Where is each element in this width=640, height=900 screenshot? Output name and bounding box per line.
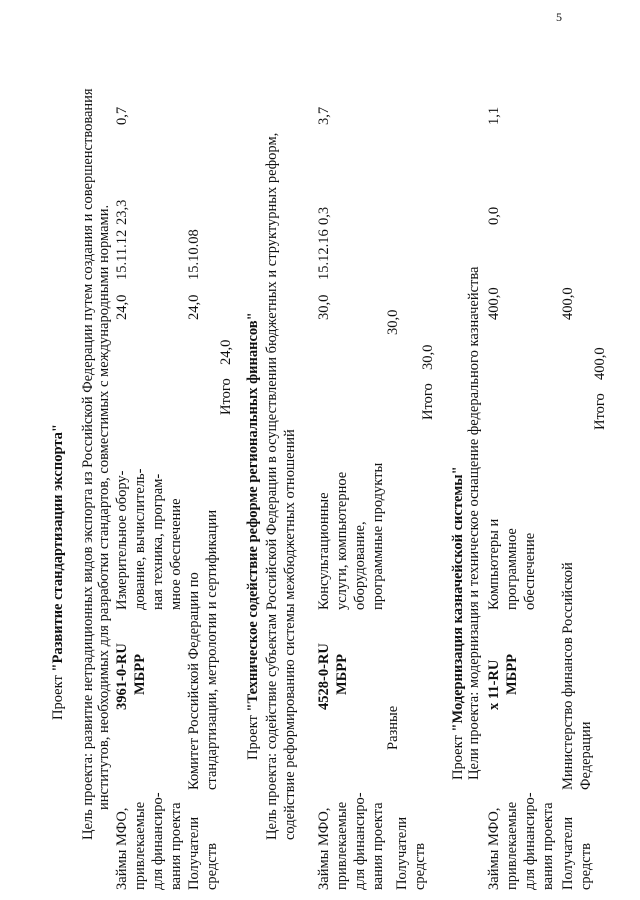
project-2-recipients-label-2: средств xyxy=(412,843,428,890)
project-3-recipients-label-1: Получатели xyxy=(560,816,576,890)
project-3-loan-label-4: вания проекта xyxy=(540,802,556,890)
project-1-total-value: 24,0 xyxy=(218,339,234,365)
project-1-loan-label-3: для финансиро- xyxy=(150,792,166,890)
project-3-desc-2: программное xyxy=(504,528,520,610)
project-3-total-label: Итого xyxy=(592,393,608,430)
project-2-desc-2: услуги, компьютерное xyxy=(334,471,350,610)
project-2-goal-line-1: Цель проекта: содействие субъектам Российской Федерации в осуществлении бюджетных и структурных реформ, xyxy=(264,132,280,840)
project-2-title-prefix: Проект xyxy=(245,715,261,760)
project-1-goal-line-2: институтов, необходимых для разработки стандартов, совместимых с международными нормами. xyxy=(96,204,112,810)
project-2-recipients-label-1: Получатели xyxy=(394,816,410,890)
project-1-recipient-amount: 24,0 xyxy=(186,294,202,320)
project-2-loan-label-1: Займы МФО, xyxy=(316,807,332,890)
project-2-desc-3: оборудование, xyxy=(352,521,368,610)
project-1-loan-amount: 24,0 xyxy=(114,294,130,320)
project-2-loan-date: 15.12.16 xyxy=(316,229,332,280)
project-3-lender: МБРР xyxy=(504,654,520,695)
project-1-title xyxy=(50,424,67,720)
project-3-loan-amount: 400,0 xyxy=(486,287,502,320)
project-1-loan-val1: 23,3 xyxy=(114,199,130,225)
project-1-desc-2: дование, вычислитель- xyxy=(132,468,148,610)
project-1-goal-line-1: Цель проекта: развитие нетрадиционных видов экспорта из Российской Федерации путем создания и совершенствования xyxy=(80,88,96,840)
project-2-title xyxy=(245,312,262,760)
project-2-loan-label-4: вания проекта xyxy=(370,802,386,890)
project-2-desc-4: программные продукты xyxy=(370,462,386,610)
page-number: 5 xyxy=(556,10,562,24)
project-1-title-prefix: Проект xyxy=(50,675,66,720)
project-2-loan-label-2: привлекаемые xyxy=(334,801,350,890)
project-3-loan-val1: 0,0 xyxy=(486,206,502,225)
project-3-loan-number: x 11-RU xyxy=(486,659,502,710)
project-3-loan-label-2: привлекаемые xyxy=(504,801,520,890)
project-2-total-label: Итого xyxy=(420,383,436,420)
project-3-title-prefix: Проект xyxy=(450,735,466,780)
project-1-loan-number: 3961-0-RU xyxy=(114,643,130,710)
project-1-desc-1: Измерительное обору- xyxy=(114,470,130,610)
project-1-recipients-label-2: средств xyxy=(204,843,220,890)
project-2-total-value: 30,0 xyxy=(420,344,436,370)
project-3-goal-line-1: Цели проекта: модернизация и техническое оснащение федерального казначейства xyxy=(466,266,482,780)
project-3-loan-val2: 1,1 xyxy=(486,106,502,125)
project-2-loan-val1: 0,3 xyxy=(316,206,332,225)
project-3-loan-label-1: Займы МФО, xyxy=(486,807,502,890)
project-2-recipient-1: Разные xyxy=(385,705,401,750)
project-2-lender: МБРР xyxy=(334,654,350,695)
project-1-loan-val2: 0,7 xyxy=(114,106,130,125)
project-1-recipient-1: Комитет Российской Федерации по xyxy=(186,572,202,790)
project-2-loan-label-3: для финансиро- xyxy=(352,792,368,890)
project-3-recipient-amount: 400,0 xyxy=(560,287,576,320)
project-3-recipient-1: Министерство финансов Российской xyxy=(560,562,576,790)
project-2-title-name: "Техническое содействие реформе региональных финансов" xyxy=(245,312,261,712)
project-1-loan-label-1: Займы МФО, xyxy=(114,807,130,890)
project-1-desc-4: мное обеспечение xyxy=(168,498,184,610)
rotated-page-content xyxy=(0,20,620,900)
project-3-title xyxy=(450,466,467,780)
project-1-recipient-2: стандартизации, метрологии и сертификации xyxy=(204,509,220,790)
project-1-title-name: "Развитие стандартизации экспорта" xyxy=(50,424,66,672)
project-1-lender: МБРР xyxy=(132,654,148,695)
project-3-recipients-label-2: средств xyxy=(578,843,594,890)
project-2-goal-line-2: содействие реформированию системы межбюджетных отношений xyxy=(282,429,298,840)
project-2-recipient-amount: 30,0 xyxy=(385,309,401,335)
project-2-loan-val2: 3,7 xyxy=(316,106,332,125)
project-2-loan-amount: 30,0 xyxy=(316,294,332,320)
project-1-desc-3: ная техника, програм- xyxy=(150,473,166,610)
project-1-recipient-date: 15.10.08 xyxy=(186,229,202,280)
project-1-loan-date: 15.11.12 xyxy=(114,229,130,280)
project-3-desc-1: Компьютеры и xyxy=(486,518,502,610)
project-1-loan-label-4: вания проекта xyxy=(168,802,184,890)
project-1-loan-label-2: привлекаемые xyxy=(132,801,148,890)
project-1-recipients-label-1: Получатели xyxy=(186,816,202,890)
project-3-recipient-2: Федерации xyxy=(578,721,594,790)
project-3-title-name: "Модернизация казначейской системы" xyxy=(450,466,466,732)
project-3-total-value: 400,0 xyxy=(592,347,608,380)
project-3-loan-label-3: для финансиро- xyxy=(522,792,538,890)
project-1-total-label: Итого xyxy=(218,378,234,415)
project-2-desc-1: Консультационные xyxy=(316,492,332,610)
project-2-loan-number: 4528-0-RU xyxy=(316,643,332,710)
project-3-desc-3: обеспечение xyxy=(522,532,538,610)
